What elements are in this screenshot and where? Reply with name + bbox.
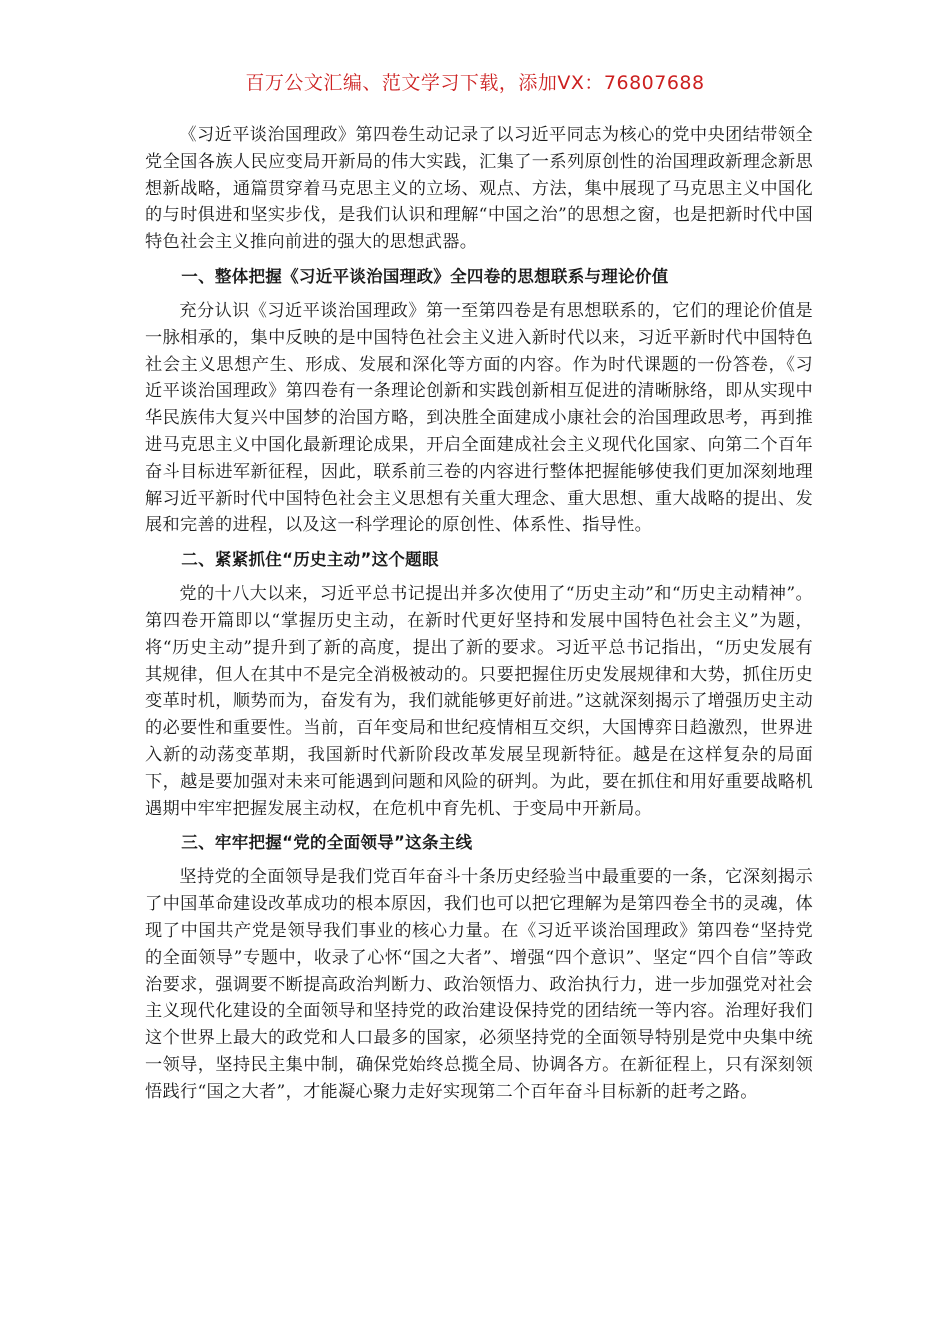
section-2-paragraph: 党的十八大以来，习近平总书记提出并多次使用了“历史主动”和“历史主动精神”。第四卷开篇即以“掌握历史主动，在新时代更好坚持和发展中国特色社会主义”为题，将“历史主动”提升到了新的高度，提出了新的要求。习近平总书记指出，“历史发展有其规律，但人在其中不是完全消极被动的。只要把握住历史发展规律和大势，抓住历史变革时机，顺势而为，奋发有为，我们就能够更好前进。”这就深刻揭示了增强历史主动的必要性和重要性。当前，百年变局和世纪疫情相互交织，大国博弈日趋激烈，世界进入新的动荡变革期，我国新时代新阶段改革发展呈现新特征。越是在这样复杂的局面下，越是要加强对未来可能遇到问题和风险的研判。为此，要在抓住和用好重要战略机遇期中牢牢把握发展主动权，在危机中育先机、于变局中开新局。	[145, 584, 813, 819]
intro-paragraph: 《习近平谈治国理政》第四卷生动记录了以习近平同志为核心的党中央团结带领全党全国各族人民应变局开新局的伟大实践，汇集了一系列原创性的治国理政新理念新思想新战略，通篇贯穿着马克思主义的立场、观点、方法，集中展现了马克思主义中国化的与时俱进和坚实步伐，是我们认识和理解“中国之治”的思想之窗，也是把新时代中国特色社会主义推向前进的强大的思想武器。	[145, 125, 813, 253]
document-body	[145, 122, 813, 1114]
section-1-paragraph: 充分认识《习近平谈治国理政》第一至第四卷是有思想联系的，它们的理论价值是一脉相承的，集中反映的是中国特色社会主义进入新时代以来，习近平新时代中国特色社会主义思想产生、形成、发展和深化等方面的内容。作为时代课题的一份答卷，《习近平谈治国理政》第四卷有一条理论创新和实践创新相互促进的清晰脉络，即从实现中华民族伟大复兴中国梦的治国方略，到决胜全面建成小康社会的治国理政思考，再到推进马克思主义中国化最新理论成果，开启全面建成社会主义现代化国家、向第二个百年奋斗目标进军新征程，因此，联系前三卷的内容进行整体把握能够使我们更加深刻地理解习近平新时代中国特色社会主义思想有关重大理念、重大思想、重大战略的提出、发展和完善的进程，以及这一科学理论的原创性、体系性、指导性。	[145, 300, 813, 536]
section-3-heading: 三、牢牢把握“党的全面领导”这条主线	[181, 833, 473, 853]
section-2-heading: 二、紧紧抓住“历史主动”这个题眼	[181, 550, 439, 570]
section-3-paragraph: 坚持党的全面领导是我们党百年奋斗十条历史经验当中最重要的一条，它深刻揭示了中国革命建设改革成功的根本原因，我们也可以把它理解为是第四卷全书的灵魂，体现了中国共产党是领导我们事业的核心力量。在《习近平谈治国理政》第四卷“坚持党的全面领导”专题中，收录了心怀“国之大者”、增强“四个意识”、坚定“四个自信”等政治要求，强调要不断提高政治判断力、政治领悟力、政治执行力，进一步加强党对社会主义现代化建设的全面领导和坚持党的政治建设保持党的团结统一等内容。治理好我们这个世界上最大的政党和人口最多的国家，必须坚持党的全面领导特别是党中央集中统一领导，坚持民主集中制，确保党始终总揽全局、协调各方。在新征程上，只有深刻领悟践行“国之大者”，才能凝心聚力走好实现第二个百年奋斗目标新的赶考之路。	[145, 867, 813, 1102]
header-watermark: 百万公文汇编、范文学习下载，添加VX：76807688	[245, 72, 705, 94]
section-1-heading: 一、整体把握《习近平谈治国理政》全四卷的思想联系与理论价值	[181, 266, 669, 286]
